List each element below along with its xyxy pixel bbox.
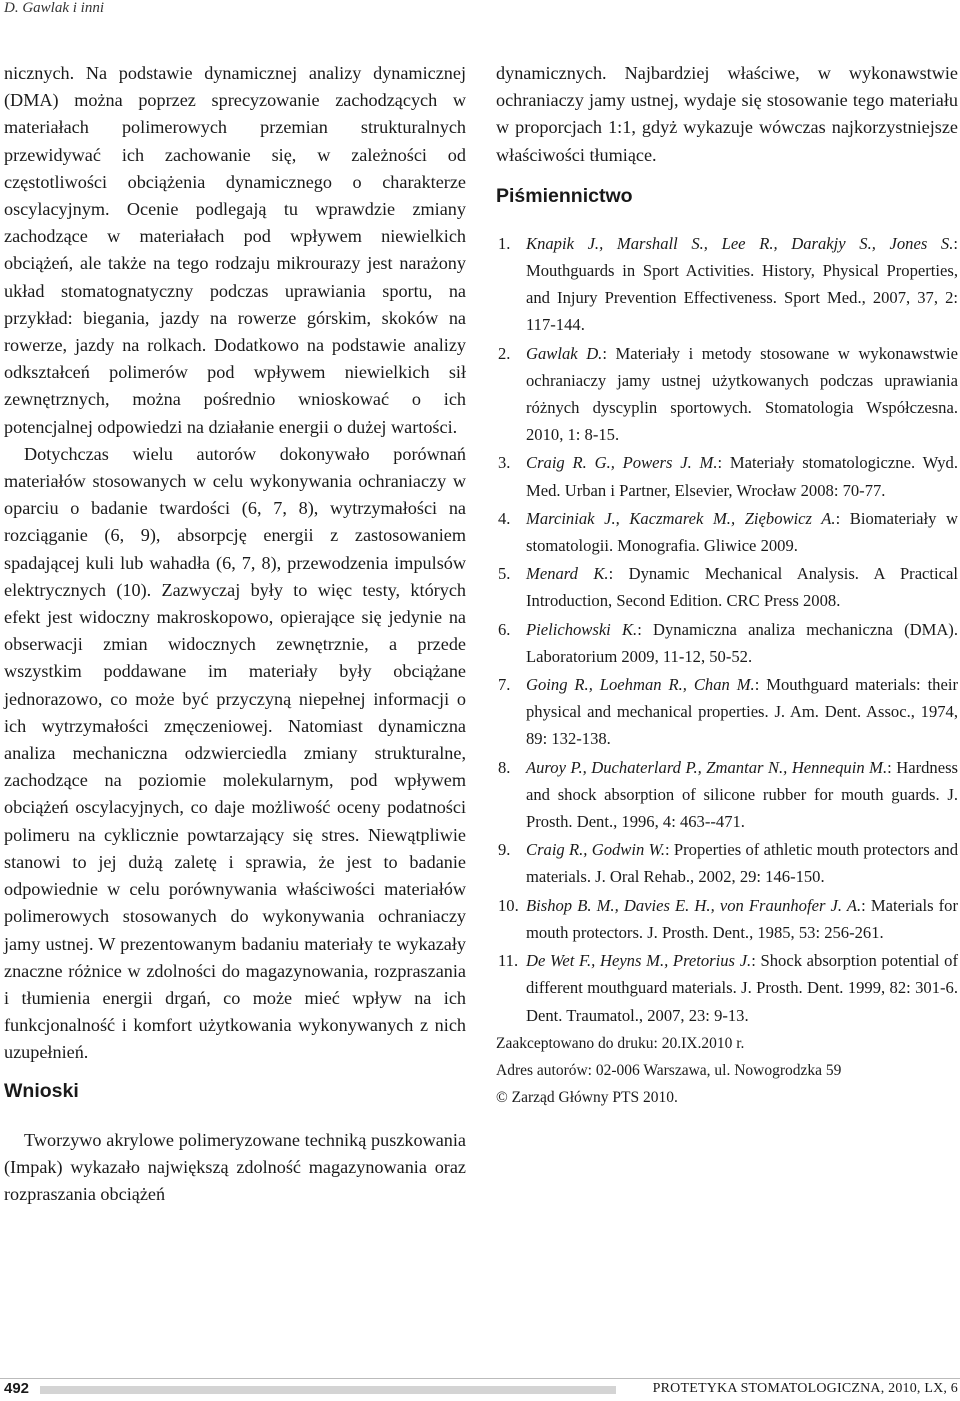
reference-authors: Knapik J., Marshall S., Lee R., Darakjy S., Jones S.	[526, 233, 954, 253]
reference-number: 7.	[498, 675, 511, 695]
reference-authors: De Wet F., Heyns M., Pretorius J.	[526, 951, 752, 971]
reference-details: : Mouthguards in Sport Activities. History, Physical Properties, and Injury Prevention Effectiveness. Sport Med., 2007, 37, 2: 117-144.	[526, 233, 958, 335]
reference-details: : Materials for mouth protectors. J. Prosth. Dent., 1985, 53: 256-261.	[526, 895, 958, 942]
reference-number: 1.	[498, 233, 511, 253]
reference-authors: Craig R., Godwin W.	[526, 840, 666, 860]
reference-item	[496, 505, 958, 559]
reference-details: : Dynamic Mechanical Analysis. A Practical Introduction, Second Edition. CRC Press 2008.	[526, 564, 958, 611]
left-column	[4, 60, 466, 1208]
reference-authors: Pielichowski K.	[526, 619, 638, 639]
reference-number: 3.	[498, 453, 511, 473]
page-footer	[0, 1378, 960, 1398]
reference-item	[496, 340, 958, 449]
reference-item	[496, 230, 958, 339]
reference-details: : Mouthguard materials: their physical and mechanical properties. J. Am. Dent. Assoc., 1974, 89: 132-138.	[526, 675, 958, 749]
conclusions-paragraph: Tworzywo akrylowe polimeryzowane techniką puszkowania (Impak) wykazało największą zdolność magazynowania oraz rozpraszania obciążeń	[4, 1129, 466, 1204]
body-paragraph: nicznych. Na podstawie dynamicznej analizy dynamicznej (DMA) można poprzez sprecyzowanie zachodzących w materiałach polimerowych przemian strukturalnych przewidywać ich zachowanie się, w zależności od częstotliwości obciążenia dynamicznego o charakterze oscylacyjnym. Ocenie podlegają tu wprawdzie zmiany zachodzące w materiałach pod wpływem niewielkich obciążeń, ale także na tego rodzaju mikrourazy jest narażony układ stomatognatyczny podczas uprawiania sportu, na przykład: biegania, jazdy na rowerze górskim, skoków na rowerze, jazdy na rolkach. Dodatkowo na podstawie analizy odkształceń polimerów pod wpływem niewielkich sił zewnętrznych, można pośrednio wnioskować o ich potencjalnej odpowiedzi na działanie energii o dużej wartości.	[4, 63, 466, 437]
reference-number: 2.	[498, 343, 511, 363]
reference-number: 5.	[498, 564, 511, 584]
reference-list	[496, 230, 958, 1029]
bibliography-heading: Piśmiennictwo	[496, 184, 633, 207]
page-number: 492	[4, 1380, 30, 1397]
reference-details: : Shock absorption potential of different mouthguard materials. J. Prosth. Dent. 1999, 82: 301-6. Dent. Traumatol., 2007, 23: 9-13.	[526, 951, 958, 1025]
footer-rule	[0, 1378, 960, 1379]
reference-number: 8.	[498, 757, 511, 777]
body-paragraph: Dotychczas wielu autorów dokonywało porównań materiałów stosowanych w celu wykonywania ochraniaczy w oparciu o badanie twardości (6, 7, 8), wytrzymałości na rozciąganie (6, 9), absorpcję energii z zastosowaniem spadającej kuli lub wahadła (6, 7, 8), przewodzenia impulsów elektrycznych (10). Zazwyczaj były to więc testy, których efekt jest widoczny makroskopowo, opierające się jedynie na obserwacji zmian widocznych zewnętrznie, a przede wszystkim poddawane im materiały były obciążane jednorazowo, co może być przyczyną niepełnej informacji o ich wytrzymałości zmęczeniowej. Natomiast dynamiczna analiza mechaniczna odzwierciedla zmiany strukturalne, zachodzące na poziomie molekularnym, pod wpływem obciążeń oscylacyjnych, co daje możliwość oceny podatności polimeru na cyklicznie powtarzający się stres. Niewątpliwie stanowi to jej dużą zaletę i sprawia, że jest to badanie odpowiednie w celu porównywania właściwości materiałów polimerowych stosowanych do wykonywania ochraniaczy jamy ustnej. W prezentowanym badaniu materiały te wykazały znaczne różnice w zdolności do magazynowania, rozpraszania i tłumienia energii drgań, co może mieć wpływ na ich funkcjonalność i komfort użytkowania wykonywanych z nich uzupełnień.	[4, 443, 466, 1063]
reference-authors: Going R., Loehman R., Chan M.	[526, 675, 755, 695]
body-paragraph: dynamicznych. Najbardziej właściwe, w wykonawstwie ochraniaczy jamy ustnej, wydaje się stosowanie tego materiału w proporcjach 1:1, gdyż wykazuje wówczas najkorzystniejsze właściwości tłumiące.	[496, 63, 958, 165]
reference-item	[496, 754, 958, 836]
reference-authors: Bishop B. M., Davies E. H., von Fraunhofer J. A.	[526, 895, 862, 915]
reference-number: 9.	[498, 840, 511, 860]
reference-details: : Hardness and shock absorption of silicone rubber for mouth guards. J. Prosth. Dent., 1996, 4: 463--471.	[526, 757, 958, 832]
reference-authors: Craig R. G., Powers J. M.	[526, 453, 718, 473]
reference-authors: Marciniak J., Kaczmarek M., Ziębowicz A.	[526, 508, 836, 528]
reference-number: 10.	[498, 895, 519, 915]
reference-item	[496, 947, 958, 1029]
reference-details: : Materiały i metody stosowane w wykonawstwie ochraniaczy jamy ustnej użytkowanych podczas uprawiania różnych dyscyplin sportowych. Stomatologia Współczesna. 2010, 1: 8-15.	[526, 343, 958, 445]
footer-bar-decoration	[40, 1386, 616, 1394]
reference-authors: Menard K.	[526, 564, 609, 584]
reference-authors: Gawlak D.	[526, 343, 603, 363]
reference-number: 11.	[498, 951, 519, 971]
reference-details: : Biomateriały w stomatologii. Monografia. Gliwice 2009.	[526, 508, 958, 556]
reference-item	[496, 560, 958, 614]
reference-authors: Auroy P., Duchaterlard P., Zmantar N., Hennequin M.	[526, 757, 888, 777]
reference-item	[496, 836, 958, 890]
reference-item	[496, 449, 958, 503]
reference-item	[496, 616, 958, 670]
reference-details: : Materiały stomatologiczne. Wyd. Med. Urban i Partner, Elsevier, Wrocław 2008: 70-77.	[526, 453, 958, 500]
running-header: D. Gawlak i inni	[4, 0, 104, 16]
reference-item	[496, 892, 958, 946]
reference-item	[496, 671, 958, 753]
right-column	[496, 60, 958, 1111]
reference-details: : Dynamiczna analiza mechaniczna (DMA). Laboratorium 2009, 11-12, 50-52.	[526, 619, 958, 666]
copyright-note: © Zarząd Główny PTS 2010.	[496, 1088, 678, 1106]
author-address: Adres autorów: 02-006 Warszawa, ul. Nowogrodzka 59	[496, 1061, 842, 1079]
journal-name: PROTETYKA STOMATOLOGICZNA, 2010, LX, 6	[652, 1381, 958, 1396]
reference-number: 6.	[498, 619, 511, 639]
acceptance-note: Zaakceptowano do druku: 20.IX.2010 r.	[496, 1034, 745, 1052]
reference-details: : Properties of athletic mouth protectors and materials. J. Oral Rehab., 2002, 29: 146-150.	[526, 840, 958, 887]
reference-number: 4.	[498, 508, 511, 528]
conclusions-heading: Wnioski	[4, 1079, 79, 1102]
